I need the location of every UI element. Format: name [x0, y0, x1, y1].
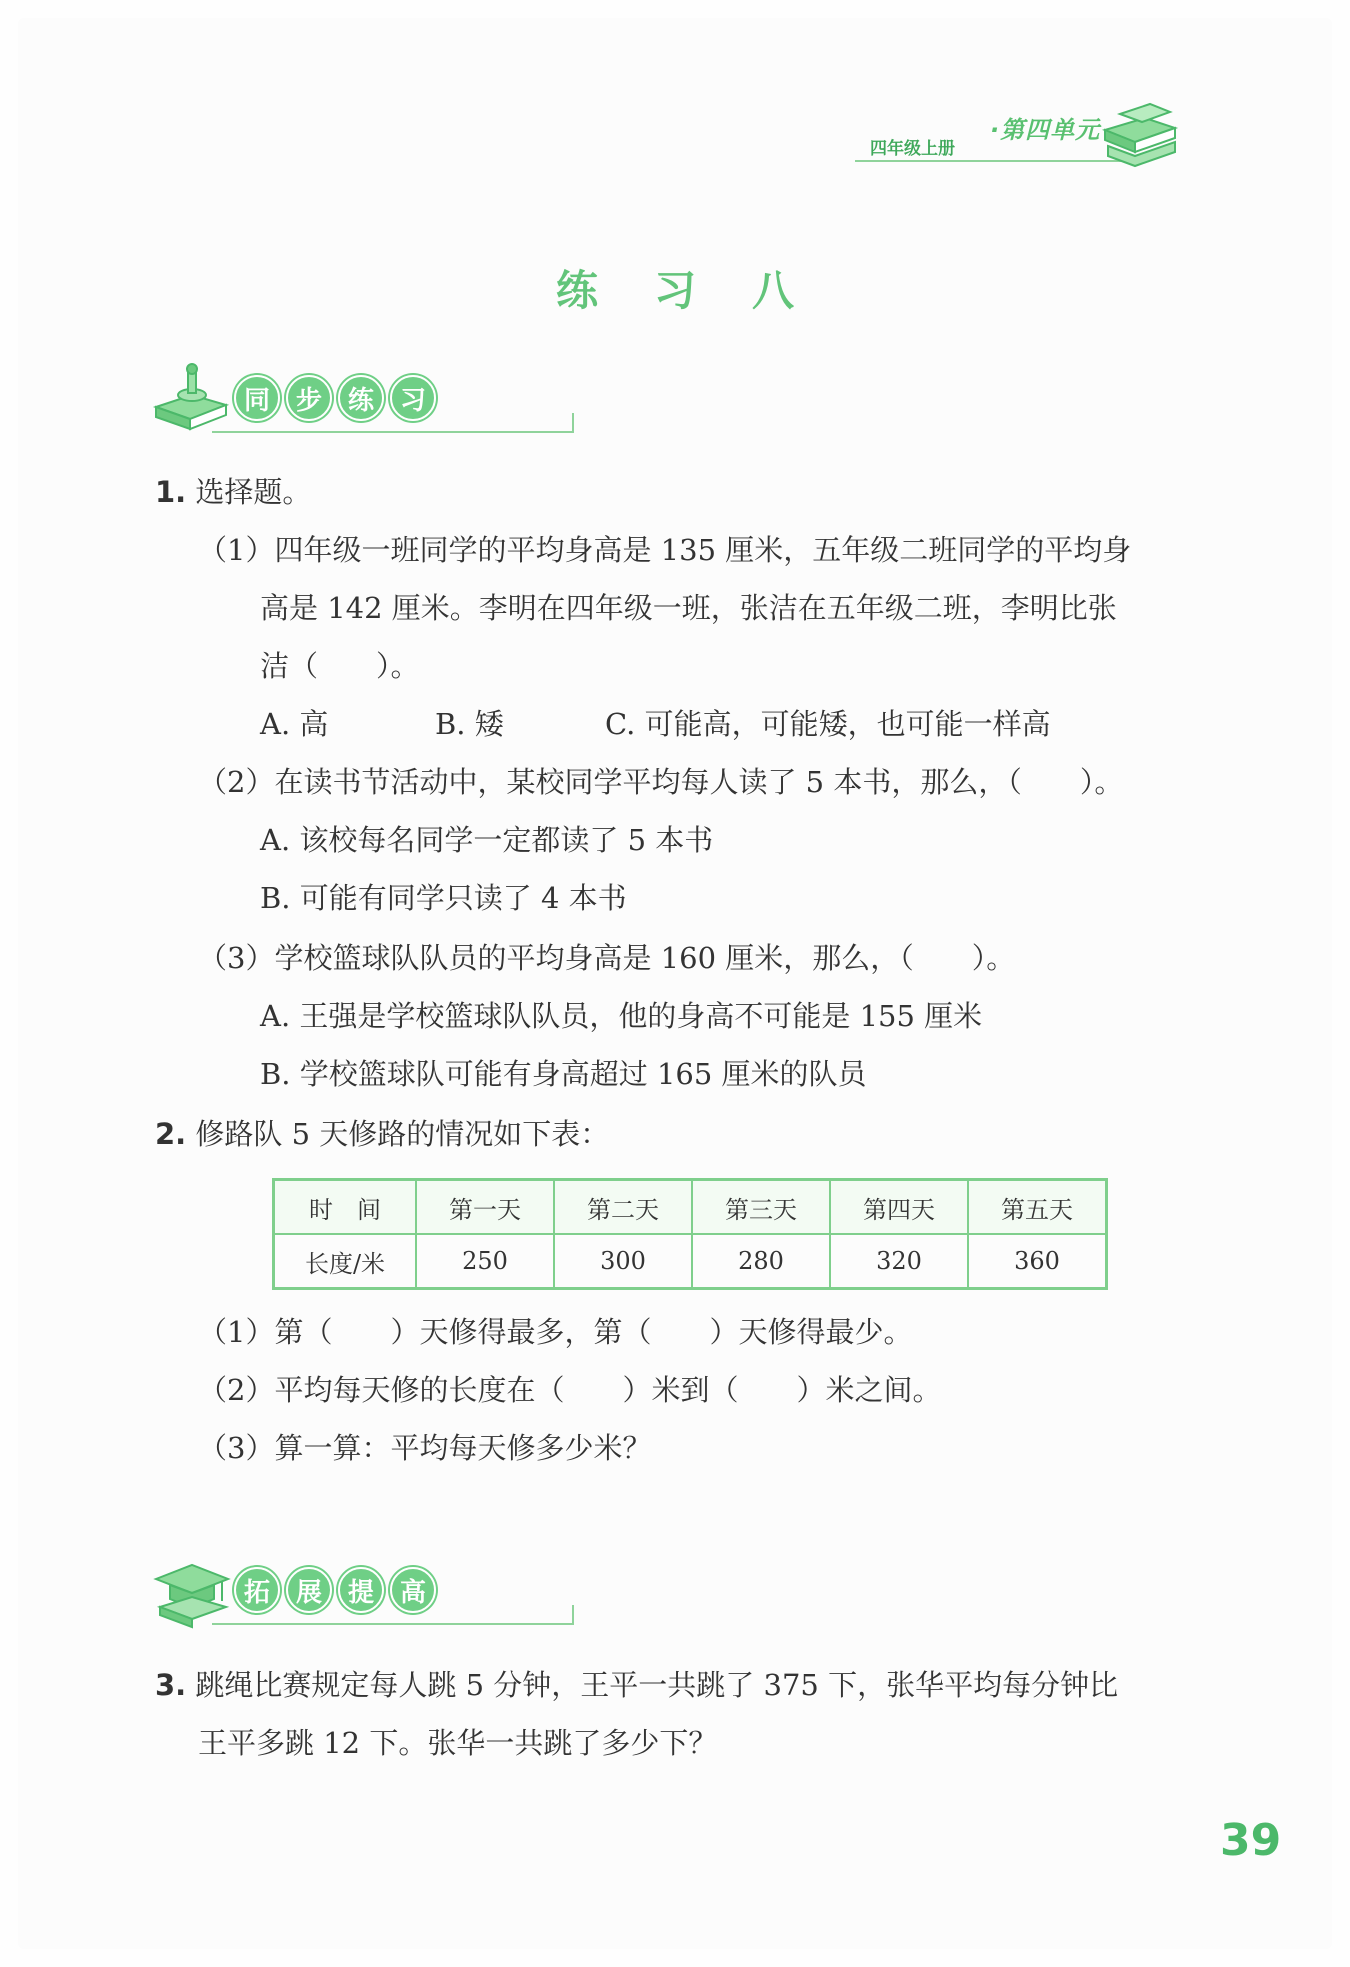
q1-sub3: （3）学校篮球队队员的平均身高是 160 厘米，那么，（ ）。 [198, 941, 1016, 975]
question-2 [155, 1114, 609, 1154]
section-char: 同 [234, 375, 280, 421]
section-underline [212, 1605, 574, 1625]
unit-label: ·第四单元 [990, 116, 1101, 144]
table-cell: 时 间 [274, 1180, 417, 1235]
section-char: 展 [286, 1567, 332, 1613]
page-title: 练习八 [555, 266, 850, 315]
q1-sub1-option-b: B. 矮 [435, 707, 504, 741]
books-icon [1100, 100, 1180, 170]
table-cell: 250 [416, 1234, 554, 1289]
table-cell: 300 [554, 1234, 692, 1289]
table-cell: 320 [830, 1234, 968, 1289]
section-char: 习 [390, 375, 436, 421]
q1-sub2: （2）在读书节活动中，某校同学平均每人读了 5 本书，那么，（ ）。 [198, 765, 1124, 799]
table-cell: 280 [692, 1234, 830, 1289]
table-cell: 长度/米 [274, 1234, 417, 1289]
header-line [855, 160, 1135, 162]
section-char: 步 [286, 375, 332, 421]
question-number: 2. [155, 1117, 187, 1151]
q3-line2: 王平多跳 12 下。张华一共跳了多少下？ [198, 1726, 718, 1760]
page-number: 39 [1220, 1815, 1282, 1866]
q2-sub2: （2）平均每天修的长度在（ ）米到（ ）米之间。 [198, 1373, 942, 1407]
q1-sub1-option-c: C. 可能高，可能矮，也可能一样高 [605, 707, 1051, 741]
section-char: 练 [338, 375, 384, 421]
section-underline [212, 413, 574, 433]
table-cell: 360 [968, 1234, 1107, 1289]
q2-sub3: （3）算一算：平均每天修多少米？ [198, 1431, 652, 1465]
q1-sub1-line3: 洁（ ）。 [260, 649, 420, 683]
q2-sub1: （1）第（ ）天修得最多，第（ ）天修得最少。 [198, 1315, 913, 1349]
question-3 [155, 1665, 1118, 1705]
table-cell: 第四天 [830, 1180, 968, 1235]
q1-sub2-option-a: A. 该校每名同学一定都读了 5 本书 [260, 823, 714, 857]
question-text: 选择题。 [195, 475, 312, 509]
q1-sub1-option-a: A. 高 [260, 707, 329, 741]
table-cell: 第一天 [416, 1180, 554, 1235]
table-cell: 第三天 [692, 1180, 830, 1235]
table-header-row [274, 1180, 1107, 1235]
question-text: 跳绳比赛规定每人跳 5 分钟，王平一共跳了 375 下，张华平均每分钟比 [195, 1668, 1119, 1702]
table-cell: 第五天 [968, 1180, 1107, 1235]
question-number: 1. [155, 475, 187, 509]
table-cell: 第二天 [554, 1180, 692, 1235]
q1-sub3-option-b: B. 学校篮球队可能有身高超过 165 厘米的队员 [260, 1057, 867, 1091]
grade-label: 四年级上册 [870, 139, 955, 159]
question-text: 修路队 5 天修路的情况如下表： [195, 1117, 610, 1151]
road-repair-table [272, 1178, 1108, 1290]
table-row [274, 1234, 1107, 1289]
section-char: 高 [390, 1567, 436, 1613]
q1-sub2-option-b: B. 可能有同学只读了 4 本书 [260, 881, 627, 915]
section-char: 拓 [234, 1567, 280, 1613]
question-number: 3. [155, 1668, 187, 1702]
section-header-extend [152, 1567, 592, 1627]
q1-sub1-line2: 高是 142 厘米。李明在四年级一班，张洁在五年级二班，李明比张 [260, 591, 1117, 625]
unit-header [855, 100, 1185, 175]
section-char: 提 [338, 1567, 384, 1613]
q1-sub3-option-a: A. 王强是学校篮球队队员，他的身高不可能是 155 厘米 [260, 999, 983, 1033]
q1-sub1-line1: （1）四年级一班同学的平均身高是 135 厘米，五年级二班同学的平均身 [198, 533, 1132, 567]
section-header-sync [152, 375, 592, 435]
question-1 [155, 472, 311, 512]
